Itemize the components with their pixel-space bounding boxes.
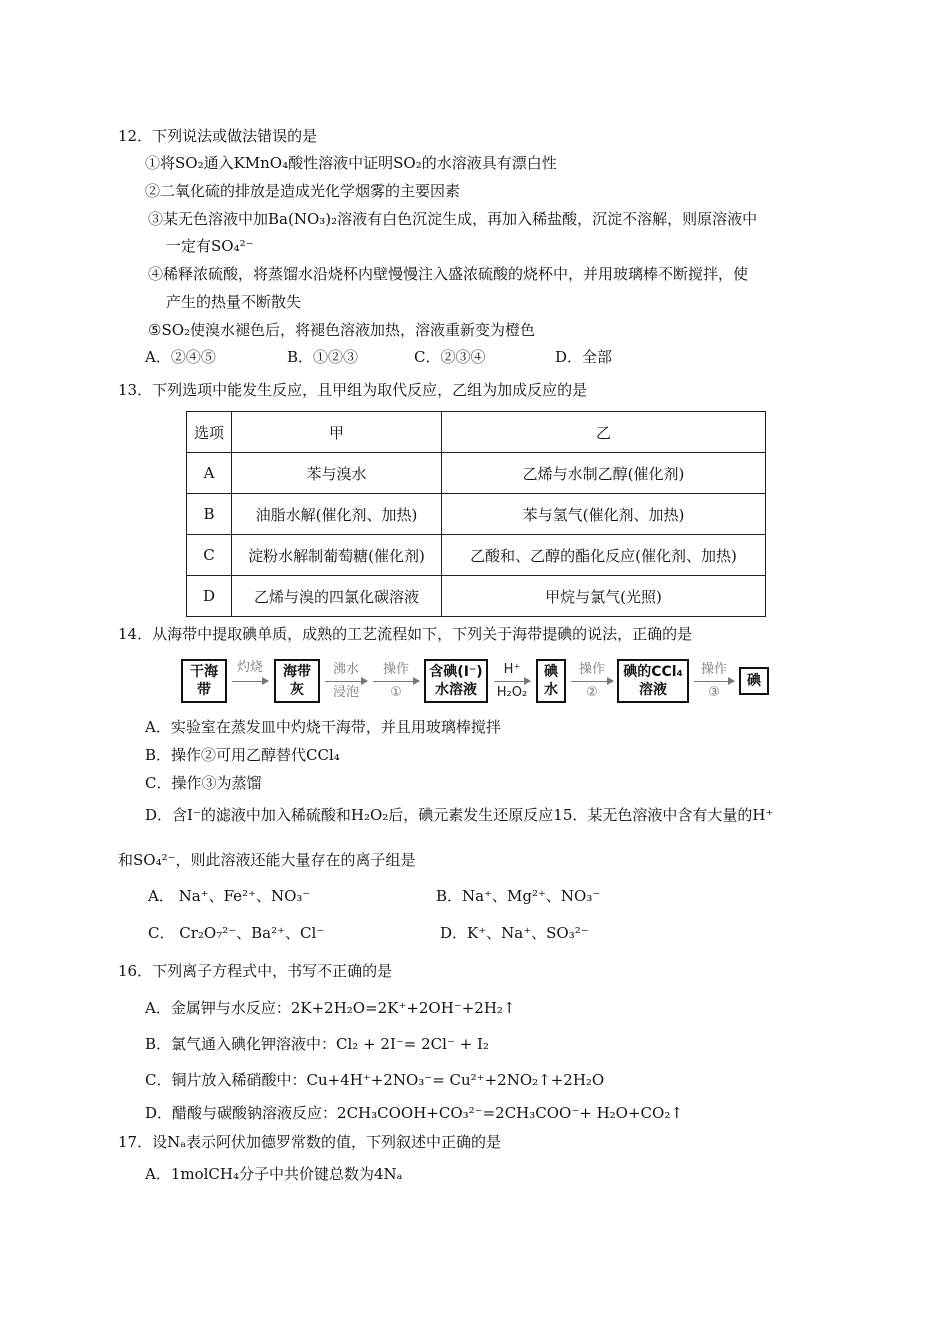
table-cell: C (187, 535, 232, 576)
flow-arrow-label: 操作 (700, 662, 727, 677)
table-cell: B (187, 494, 232, 535)
flow-arrow-label: ① (390, 685, 402, 700)
flow-arrow-label: 沸水 (332, 662, 359, 677)
table-header-row (187, 412, 766, 453)
flow-box-line: 水溶液 (435, 682, 477, 698)
flow-box-kelp-ash: 海带灰 (274, 659, 320, 703)
flow-box-line: 含碘(I⁻) (429, 664, 483, 680)
q17-stem: 17．设Nₐ表示阿伏加德罗常数的值，下列叙述中正确的是 (118, 1133, 502, 1151)
flow-arrow (571, 681, 613, 682)
table-header-cell: 甲 (232, 412, 442, 453)
q14-option-d: D．含I⁻的滤液中加入稀硫酸和H₂O₂后，碘元素发生还原反应15．某无色溶液中含有大量的H⁺ (145, 806, 774, 824)
q14-option-a: A．实验室在蒸发皿中灼烧干海带，并且用玻璃棒搅拌 (145, 718, 501, 736)
q16-option-c: C．铜片放入稀硝酸中：Cu+4H⁺+2NO₃⁻= Cu²⁺+2NO₂↑+2H₂O (145, 1071, 605, 1089)
table-row (187, 453, 766, 494)
flow-arrow-label: 灼烧 (236, 660, 263, 675)
table-cell: 淀粉水解制葡萄糖(催化剂) (232, 535, 442, 576)
table-cell: 乙烯与水制乙醇(催化剂) (442, 453, 766, 494)
flow-arrow-label: H⁺ (503, 662, 521, 677)
table-header-cell: 选项 (187, 412, 232, 453)
table-cell: 苯与氢气(催化剂、加热) (442, 494, 766, 535)
table-header-cell: 乙 (442, 412, 766, 453)
table-cell: 苯与溴水 (232, 453, 442, 494)
q16-option-a: A．金属钾与水反应：2K+2H₂O=2K⁺+2OH⁻+2H₂↑ (145, 999, 516, 1017)
q15-stem: 和SO₄²⁻，则此溶液还能大量存在的离子组是 (118, 851, 416, 869)
table-cell: D (187, 576, 232, 617)
flow-arrow (694, 681, 734, 682)
flow-arrow-label: 浸泡 (332, 685, 359, 700)
q12-stem: 12．下列说法或做法错误的是 (118, 127, 318, 145)
flow-arrow (325, 681, 367, 682)
q16-stem: 16．下列离子方程式中，书写不正确的是 (118, 962, 393, 980)
flow-box-line: 溶液 (639, 682, 667, 698)
flow-arrow (232, 681, 268, 682)
table-row (187, 576, 766, 617)
q16-option-d: D．醋酸与碳酸钠溶液反应：2CH₃COOH+CO₃²⁻=2CH₃COO⁻+ H₂O+CO₂↑ (145, 1104, 683, 1122)
q12-statement-4a: ④稀释浓硫酸，将蒸馏水沿烧杯内壁慢慢注入盛浓硫酸的烧杯中，并用玻璃棒不断搅拌，使 (148, 265, 749, 283)
q14-option-b: B．操作②可用乙醇替代CCl₄ (145, 746, 340, 764)
q15-option-a: A． Na⁺、Fe²⁺、NO₃⁻ (148, 887, 311, 905)
table-cell: 油脂水解(催化剂、加热) (232, 494, 442, 535)
q12-statement-5: ⑤SO₂使溴水褪色后，将褪色溶液加热，溶液重新变为橙色 (148, 321, 536, 339)
flow-box-dry-kelp: 干海带 (181, 659, 227, 703)
q16-option-b: B．氯气通入碘化钾溶液中：Cl₂ + 2I⁻= 2Cl⁻ + I₂ (145, 1035, 489, 1053)
flow-box-line: 碘的CCl₄ (623, 664, 683, 680)
q15-option-c: C． Cr₂O₇²⁻、Ba²⁺、Cl⁻ (148, 924, 325, 942)
flow-arrow (494, 681, 530, 682)
q12-option-c: C．②③④ (414, 348, 486, 366)
flow-box-iodine-ccl4 (617, 659, 689, 703)
flow-arrow-label: ③ (708, 685, 720, 700)
q14-option-c: C．操作③为蒸馏 (145, 774, 262, 792)
table-row (187, 494, 766, 535)
q17-option-a: A．1molCH₄分子中共价键总数为4Nₐ (145, 1165, 403, 1183)
table-cell: A (187, 453, 232, 494)
q12-option-d: D．全部 (555, 348, 613, 366)
q12-statement-2: ②二氧化硫的排放是造成光化学烟雾的主要因素 (145, 182, 461, 200)
q13-table (186, 411, 766, 617)
flow-arrow-label: 操作 (578, 662, 605, 677)
q15-option-b: B．Na⁺、Mg²⁺、NO₃⁻ (436, 887, 601, 905)
table-cell: 乙酸和、乙醇的酯化反应(催化剂、加热) (442, 535, 766, 576)
q14-stem: 14．从海带中提取碘单质，成熟的工艺流程如下，下列关于海带提碘的说法，正确的是 (118, 625, 693, 643)
q12-statement-1: ①将SO₂通入KMnO₄酸性溶液中证明SO₂的水溶液具有漂白性 (145, 154, 557, 172)
flow-arrow-label: ② (586, 685, 598, 700)
q12-option-b: B．①②③ (287, 348, 359, 366)
q15-option-d: D．K⁺、Na⁺、SO₃²⁻ (440, 924, 589, 942)
table-cell: 乙烯与溴的四氯化碳溶液 (232, 576, 442, 617)
table-row (187, 535, 766, 576)
flow-arrow (373, 681, 419, 682)
q12-statement-3a: ③某无色溶液中加Ba(NO₃)₂溶液有白色沉淀生成，再加入稀盐酸，沉淀不溶解，则原溶液中 (148, 210, 758, 228)
q13-stem: 13．下列选项中能发生反应，且甲组为取代反应，乙组为加成反应的是 (118, 381, 588, 399)
flow-box-iodine: 碘 (739, 667, 769, 695)
table-cell: 甲烷与氯气(光照) (442, 576, 766, 617)
flow-box-iodide-solution (424, 659, 488, 703)
flow-arrow-label: 操作 (382, 662, 409, 677)
flow-arrow-label: H₂O₂ (496, 685, 528, 700)
q12-option-a: A．②④⑤ (145, 348, 216, 366)
q12-statement-3b: 一定有SO₄²⁻ (166, 237, 254, 255)
flow-box-iodine-water: 碘水 (536, 659, 566, 703)
q12-statement-4b: 产生的热量不断散失 (166, 293, 302, 311)
